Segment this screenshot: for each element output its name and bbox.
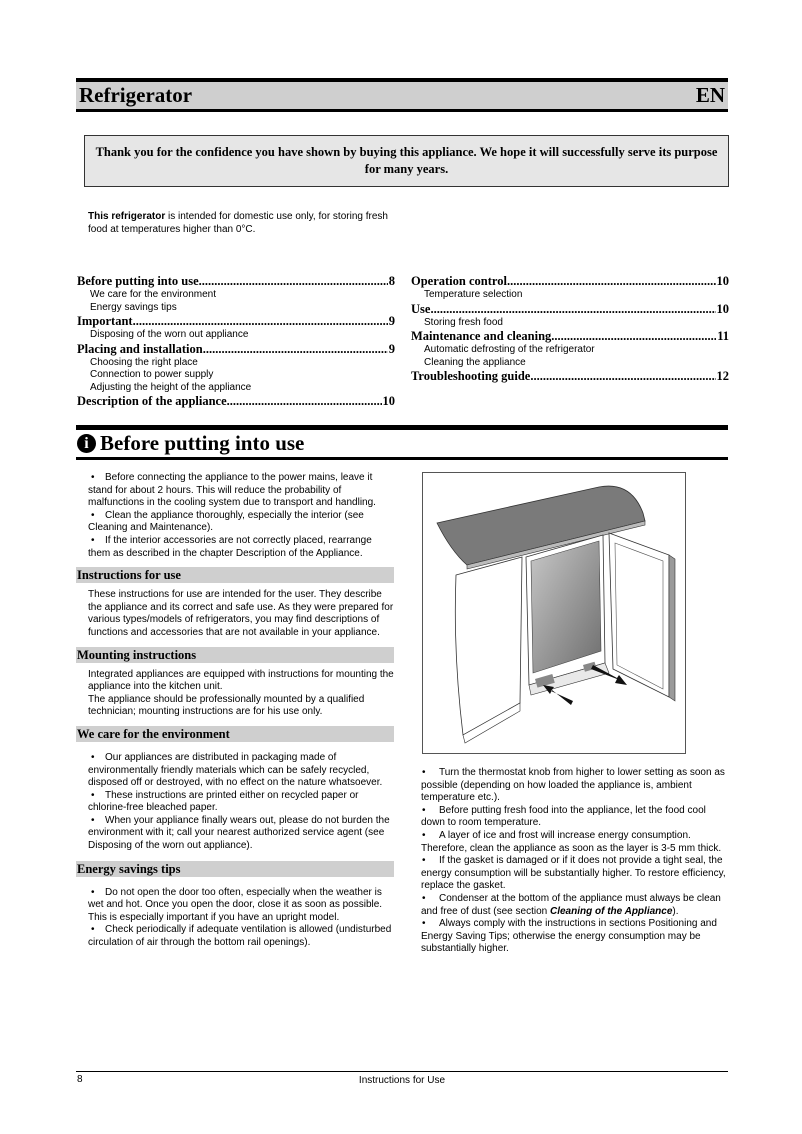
bullet: • [422,855,426,867]
toc-subentry[interactable]: Temperature selection [424,289,523,300]
toc-subentry[interactable]: Storing fresh food [424,316,503,328]
toc-subentry[interactable]: Energy savings tips [90,301,177,313]
bullet: • [91,886,95,898]
list-item [88,472,394,510]
list-item [412,855,732,893]
language-code: EN [695,83,725,107]
list-item [88,924,394,949]
toc-label: Maintenance and cleaning [411,329,552,343]
bullet: • [422,829,426,841]
page-number: 8 [77,1074,83,1085]
energy-tips-continued-list [412,767,732,956]
toc-label: Description of the appliance [77,394,227,408]
section-header [76,425,728,460]
bullet: • [422,767,426,778]
thank-you-box [84,135,729,187]
list-item-text: Do not open the door too often, especially when the weather is wet and hot. Once you open the door, close it as soon as possible. This is especially important if you have an upright model. [88,886,383,923]
list-item-text: If the interior accessories are not correctly placed, rearrange them as described in the chapter Description of the Appliance. [88,534,372,559]
bullet: • [91,814,95,826]
toc-subentry[interactable]: Adjusting the height of the appliance [90,381,252,393]
toc-entry[interactable] [411,329,729,344]
toc-label: Placing and installation [77,341,203,356]
toc-leader [203,342,388,357]
thank-you-text: Thank you for the confidence you have shown by buying this appliance. We hope it will successfully serve its purpose for many years. [95,145,718,176]
toc-subentry[interactable]: Disposing of the worn out appliance [90,329,249,340]
list-item-text [412,893,732,918]
toc-subentry[interactable]: Connection to power supply [90,369,214,380]
list-item [412,830,732,855]
toc-leader [551,329,716,344]
toc-label: Use [411,301,431,316]
list-item-text: A layer of ice and frost will increase energy consumption. Therefore, clean the appliance as soon as the layer is 3-5 mm thick. [421,829,722,854]
toc-page: 10 [716,274,729,288]
toc-entry[interactable] [411,302,729,317]
intro-text: is intended for domestic use only, for storing fresh food at temperatures higher than 0°C. [88,211,388,235]
list-item-text: If the gasket is damaged or if it does not provide a tight seal, the energy consumption will be substantially higher. To restore efficiency, replace the gasket. [421,855,726,892]
text-part: ). [672,905,679,917]
toc-entry[interactable] [77,394,395,409]
list-item-text: These instructions are printed either on recycled paper or chlorine-free bleached paper. [88,789,359,814]
left-column [76,472,394,950]
list-item [412,918,732,956]
toc-entry[interactable] [411,274,729,289]
toc-subentry[interactable]: We care for the environment [90,289,216,300]
list-item-text: Before connecting the appliance to the power mains, leave it stand for about 2 hours. This will reduce the probability of malfunctions in the cooling system due to transport and handling. [88,472,376,509]
toc-entry[interactable] [77,342,395,357]
toc-entry[interactable] [77,274,395,289]
refrigerator-illustration [422,472,686,754]
list-item [412,805,732,830]
list-item [88,815,394,853]
bullet: • [91,509,95,521]
energy-heading: Energy savings tips [76,861,394,877]
toc-label: Before putting into use [77,274,199,288]
energy-list [76,887,394,950]
toc-right [411,274,729,384]
toc-page: 10 [382,394,395,408]
toc-leader [199,274,388,289]
toc-label: Troubleshooting guide [411,369,531,383]
toc-subentry[interactable]: Cleaning the appliance [424,356,526,368]
section-title: Before putting into use [100,431,305,455]
toc-leader [430,302,715,317]
bullet: • [91,924,95,936]
toc-leader [133,314,388,329]
toc-left [77,274,395,409]
document-title: Refrigerator [79,83,193,107]
cross-reference: Cleaning of the Appliance [549,905,673,917]
toc-label: Operation control [411,274,507,288]
list-item-text: Always comply with the instructions in sections Positioning and Energy Saving Tips; otherwise the energy consumption may be substantially higher. [421,918,717,955]
toc-entry[interactable] [411,369,729,384]
intro-bold: This refrigerator [88,211,166,222]
toc-page: 10 [716,301,729,316]
bullet: • [91,789,95,801]
list-item [88,535,394,560]
toc-entry[interactable] [77,314,395,329]
list-item [412,893,732,918]
instructions-text: These instructions for use are intended for the user. They describe the appliance and its correct and safe use. As they were prepared for various types/models of refrigerators, you may find descriptions of functions and accessories that are not available in your appliance. [88,589,394,638]
toc-page: 9 [388,341,395,356]
list-item-text: When your appliance finally wears out, please do not burden the environment with it; call your nearest authorized service agent (see Disposing of the worn out appliance). [88,814,390,852]
toc-leader [530,369,715,384]
mounting-text-1: Integrated appliances are equipped with instructions for mounting the appliance into the kitchen unit. [88,668,394,693]
list-item-text: Turn the thermostat knob from higher to lower setting as soon as possible (depending on how loaded the appliance is, ambient temperature etc.). [421,767,725,804]
bullet: • [91,751,95,763]
page-footer [76,1071,728,1086]
toc-page: 11 [717,329,729,343]
intro-paragraph [88,210,398,236]
text-part: Condenser at the bottom of the appliance must always be clean and free of dust (see section [421,892,721,917]
toc-subentry[interactable]: Automatic defrosting of the refrigerator [424,344,595,355]
toc-leader [507,274,716,289]
list-item-text: Check periodically if adequate ventilation is allowed (undisturbed circulation of air through the bottom rail openings). [88,924,392,949]
bullet: • [422,918,426,930]
toc-subentry[interactable]: Choosing the right place [90,356,198,368]
list-item [88,752,394,790]
mounting-heading: Mounting instructions [76,647,394,663]
list-item-text: Our appliances are distributed in packaging made of environmentally friendly materials which can be safely recycled, disposed off or destroyed, with no effect on the nature whatsoever. [88,751,383,789]
toc-page: 8 [388,274,395,288]
list-item-text: Before putting fresh food into the appliance, let the food cool down to room temperature. [421,804,706,829]
list-item-text: Clean the appliance thoroughly, especially the interior (see Cleaning and Maintenance). [88,509,364,534]
bullet: • [422,892,426,904]
bullet: • [91,534,95,546]
toc-page: 9 [388,314,395,328]
list-item [88,887,394,925]
environment-list [76,752,394,853]
list-item [88,790,394,815]
bullet: • [91,472,95,483]
refrigerator-drawing [423,473,685,753]
toc-leader [227,394,382,409]
environment-heading: We care for the environment [76,726,394,742]
instructions-heading: Instructions for use [76,567,394,583]
right-column [412,767,732,956]
list-item [412,767,732,805]
info-icon: i [77,434,96,453]
page-header [76,78,728,112]
footer-title: Instructions for Use [358,1075,446,1086]
before-use-list [76,472,394,560]
bullet: • [422,804,426,816]
mounting-text-2: The appliance should be professionally mounted by a qualified technician; mounting instructions are for his use only. [88,693,365,718]
toc-label: Important [77,314,133,328]
toc-page: 12 [716,369,729,383]
list-item [88,510,394,535]
